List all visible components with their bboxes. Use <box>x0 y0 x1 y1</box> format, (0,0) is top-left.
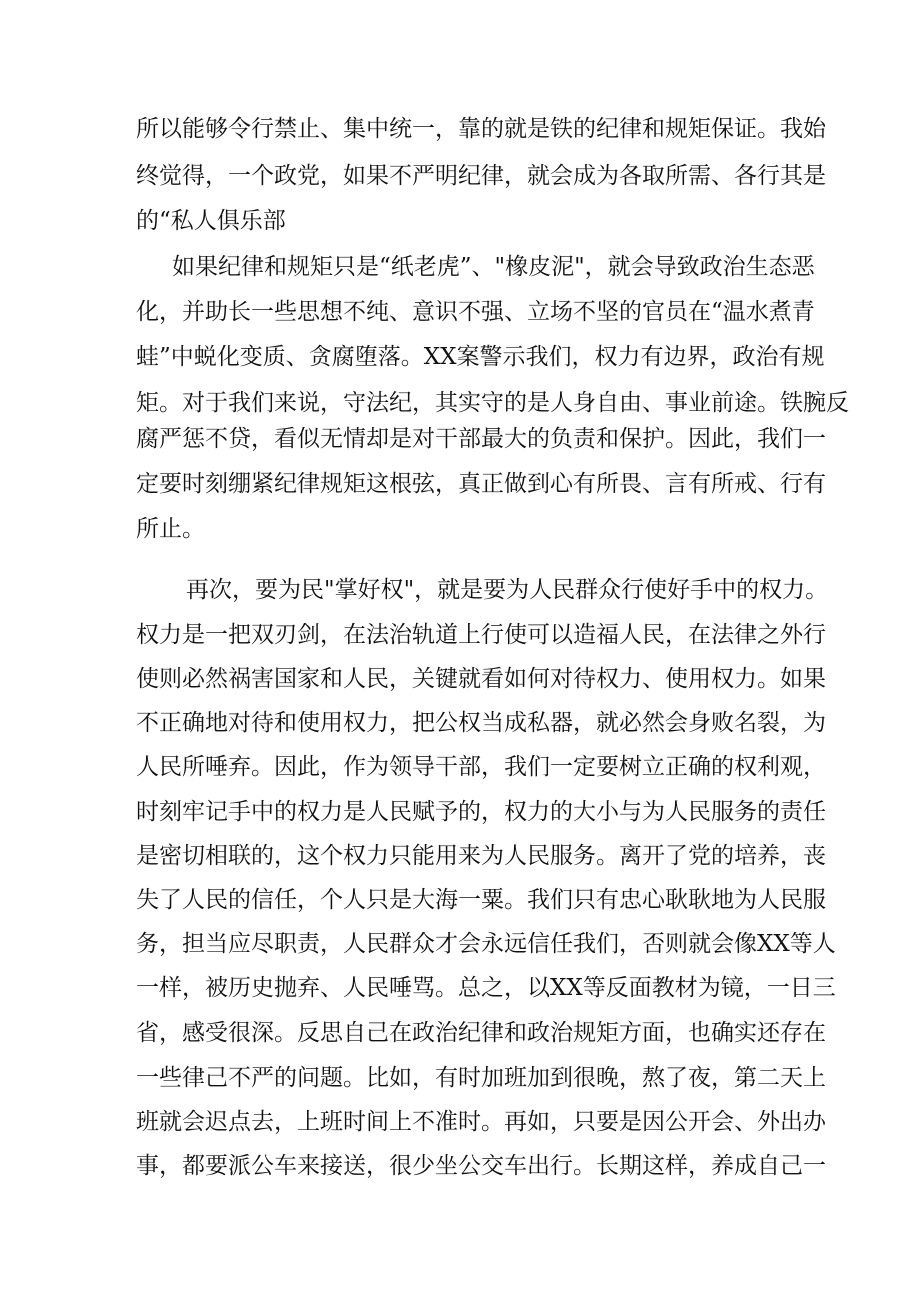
text-line: 蛙”中蜕化变质、贪腐堕落。XX案警示我们，权力有边界，政治有规 <box>136 344 825 370</box>
text-line: 化，并助长一些思想不纯、意识不强、立场不坚的官员在“温水煮青 <box>136 299 815 325</box>
text-line: 终觉得，一个政党，如果不严明纪律，就会成为各取所需、各行其是 <box>136 163 826 189</box>
text-line: 如果纪律和规矩只是“纸老虎”、"橡皮泥"，就会导致政治生态恶 <box>172 254 815 280</box>
text-line: 省，感受很深。反思自己在政治纪律和政治规矩方面，也确实还存在 <box>136 1020 826 1046</box>
text-line: 的“私人俱乐部 <box>136 208 286 234</box>
text-line: 所以能够令行禁止、集中统一，靠的就是铁的纪律和规矩保证。我始 <box>136 116 826 142</box>
text-line: 权力是一把双刃剑，在法治轨道上行使可以造福人民，在法律之外行 <box>136 622 826 648</box>
text-line: 所止。 <box>136 516 205 542</box>
text-line: 不正确地对待和使用权力，把公权当成私器，就必然会身败名裂，为 <box>136 710 826 736</box>
text-line: 失了人民的信任，个人只是大海一粟。我们只有忠心耿耿地为人民服 <box>136 887 826 913</box>
text-line: 腐严惩不贷，看似无情却是对干部最大的负责和保护。因此，我们一 <box>136 426 826 452</box>
text-line: 人民所唾弃。因此，作为领导干部，我们一定要树立正确的权利观， <box>136 754 826 780</box>
text-line: 再次，要为民"掌好权"，就是要为人民群众行使好手中的权力。 <box>186 577 829 603</box>
text-line: 定要时刻绷紧纪律规矩这根弦，真正做到心有所畏、言有所戒、行有 <box>136 471 826 497</box>
text-line: 一样，被历史抛弃、人民唾骂。总之，以XX等反面教材为镜，一日三 <box>136 975 836 1001</box>
text-line: 使则必然祸害国家和人民，关键就看如何对待权力、使用权力。如果 <box>136 666 826 692</box>
text-line: 时刻牢记手中的权力是人民赋予的，权力的大小与为人民服务的责任 <box>136 799 826 825</box>
text-line: 是密切相联的，这个权力只能用来为人民服务。离开了党的培养，丧 <box>136 843 826 869</box>
text-line: 事，都要派公车来接送，很少坐公交车出行。长期这样，养成自己一 <box>136 1153 826 1179</box>
text-line: 务，担当应尽职责，人民群众才会永远信任我们，否则就会像XX等人 <box>136 931 836 957</box>
text-line: 一些律己不严的问题。比如，有时加班加到很晚，熬了夜，第二天上 <box>136 1065 826 1091</box>
text-line: 班就会迟点去，上班时间上不准时。再如，只要是因公开会、外出办 <box>136 1109 826 1135</box>
text-line: 矩。对于我们来说，守法纪，其实守的是人身自由、事业前途。铁腕反 <box>136 390 849 416</box>
